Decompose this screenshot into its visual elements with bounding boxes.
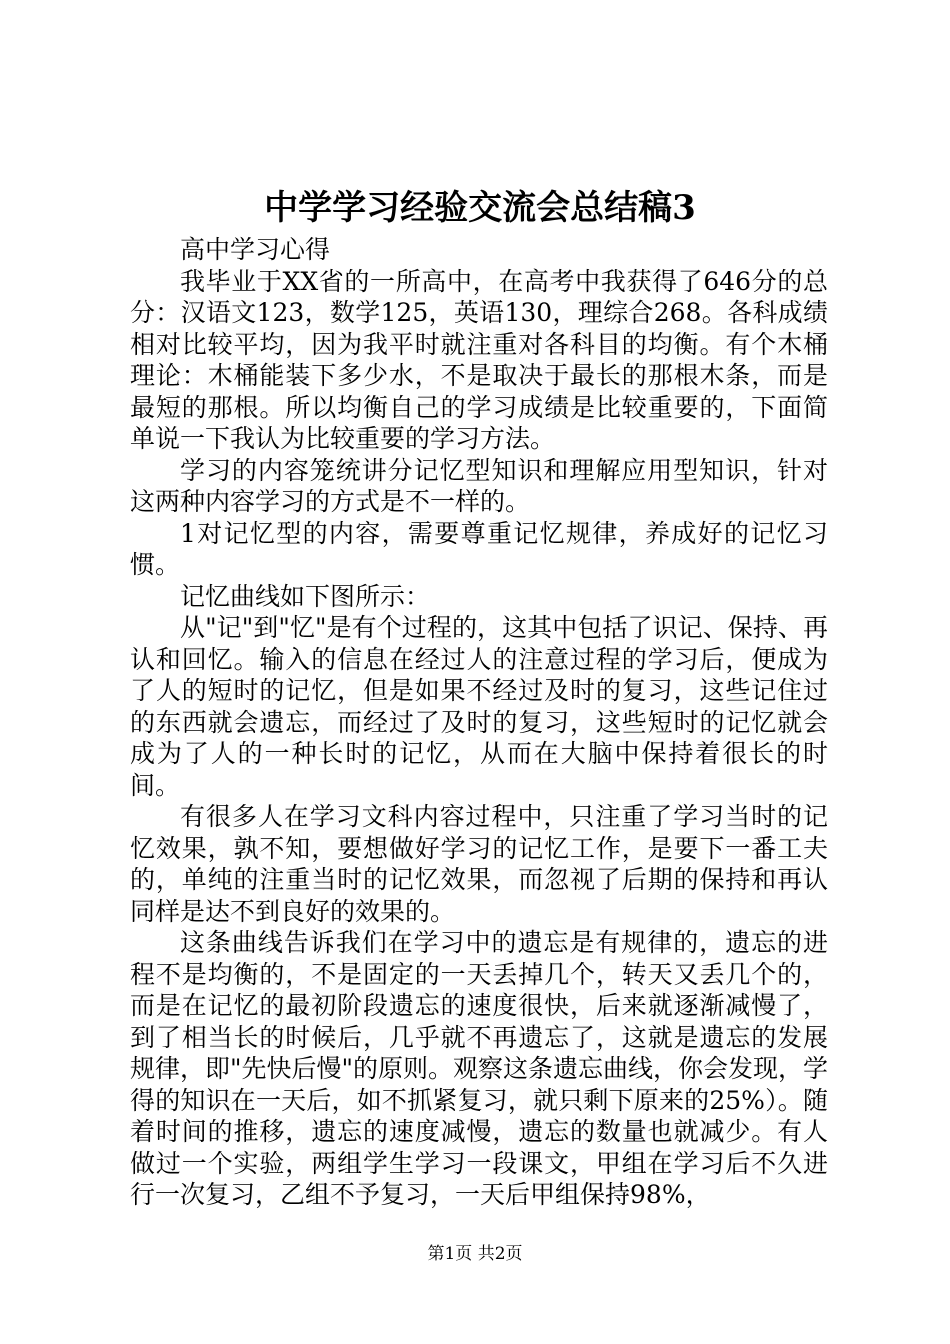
body-paragraph: 高中学习心得	[180, 235, 331, 264]
document-body	[130, 234, 828, 1211]
body-paragraph: 学习的内容笼统讲分记忆型知识和理解应用型知识，针对这两种内容学习的方式是不一样的。	[130, 455, 828, 516]
body-paragraph: 从"记"到"忆"是有个过程的，这其中包括了识记、保持、再认和回忆。输入的信息在经过人的注意过程的学习后，便成为了人的短时的记忆，但是如果不经过及时的复习，这些记住过的东西就会遗忘，而经过了及时的复习，这些短时的记忆就会成为了人的一种长时的记忆，从而在大脑中保持着很长的时间。	[130, 613, 828, 800]
body-paragraph: 1对记忆型的内容，需要尊重记忆规律，养成好的记忆习惯。	[130, 518, 828, 579]
body-paragraph: 记忆曲线如下图所示：	[180, 581, 431, 611]
page-footer: 第1页 共2页	[427, 1244, 523, 1264]
document-title: 中学学习经验交流会总结稿3	[264, 188, 696, 228]
body-paragraph: 有很多人在学习文科内容过程中，只注重了学习当时的记忆效果，孰不知，要想做好学习的记忆工作，是要下一番工夫的，单纯的注重当时的记忆效果，而忽视了后期的保持和再认同样是达不到良好的效果的。	[130, 802, 828, 926]
body-paragraph: 这条曲线告诉我们在学习中的遗忘是有规律的，遗忘的进程不是均衡的，不是固定的一天丢掉几个，转天又丢几个的，而是在记忆的最初阶段遗忘的速度很快，后来就逐渐减慢了，到了相当长的时候后，几乎就不再遗忘了，这就是遗忘的发展规律，即"先快后慢"的原则。观察这条遗忘曲线，你会发现，学得的知识在一天后，如不抓紧复习，就只剩下原来的25%）。随着时间的推移，遗忘的速度减慢，遗忘的数量也就减少。有人做过一个实验，两组学生学习一段课文，甲组在学习后不久进行一次复习，乙组不予复习，一天后甲组保持98%，	[130, 928, 829, 1209]
body-paragraph: 我毕业于XX省的一所高中，在高考中我获得了646分的总分：汉语文123，数学125，英语130，理综合268。各科成绩相对比较平均，因为我平时就注重对各科目的均衡。有个木桶理论：木桶能装下多少水，不是取决于最长的那根木条，而是最短的那根。所以均衡自己的学习成绩是比较重要的，下面简单说一下我认为比较重要的学习方法。	[130, 266, 828, 453]
